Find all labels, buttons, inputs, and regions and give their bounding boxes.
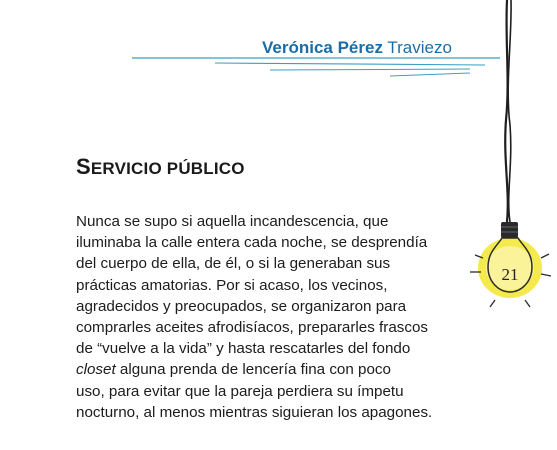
story-title	[76, 154, 245, 180]
title-rest: ERVICIO PÚBLICO	[90, 159, 245, 178]
body-line: del cuerpo de ella, de él, o si la generaban sus	[76, 255, 391, 273]
body-line: Nunca se supo si aquella incandescencia, que	[76, 213, 389, 230]
body-line: de “vuelve a la vida” y hasta rescatarles del fondo	[76, 340, 411, 358]
title-initial: S	[76, 154, 91, 179]
body-line: prácticas amatorias. Por si acaso, los vecinos,	[76, 276, 388, 294]
body-line-rest: alguna prenda de lencería fina con poco	[119, 361, 391, 379]
author-first-name: Verónica Pérez	[262, 38, 383, 57]
body-line: agradecidos y preocupados, se organizaron para	[76, 297, 407, 315]
author-surname: Traviezo	[387, 38, 452, 57]
story-body	[76, 211, 466, 423]
page-number: 21	[501, 265, 519, 284]
author-name	[262, 38, 482, 58]
body-line: uso, para evitar que la pareja perdiera su ímpetu	[76, 382, 404, 400]
italic-word: closet	[76, 361, 116, 379]
body-line: comprarles aceites afrodisíacos, prepararles frascos	[76, 319, 428, 337]
body-line: nocturno, al menos mientras siguieran los apagones.	[76, 403, 433, 421]
body-line-with-italic	[76, 359, 466, 380]
body-line: iluminaba la calle entera cada noche, se desprendía	[76, 234, 428, 252]
